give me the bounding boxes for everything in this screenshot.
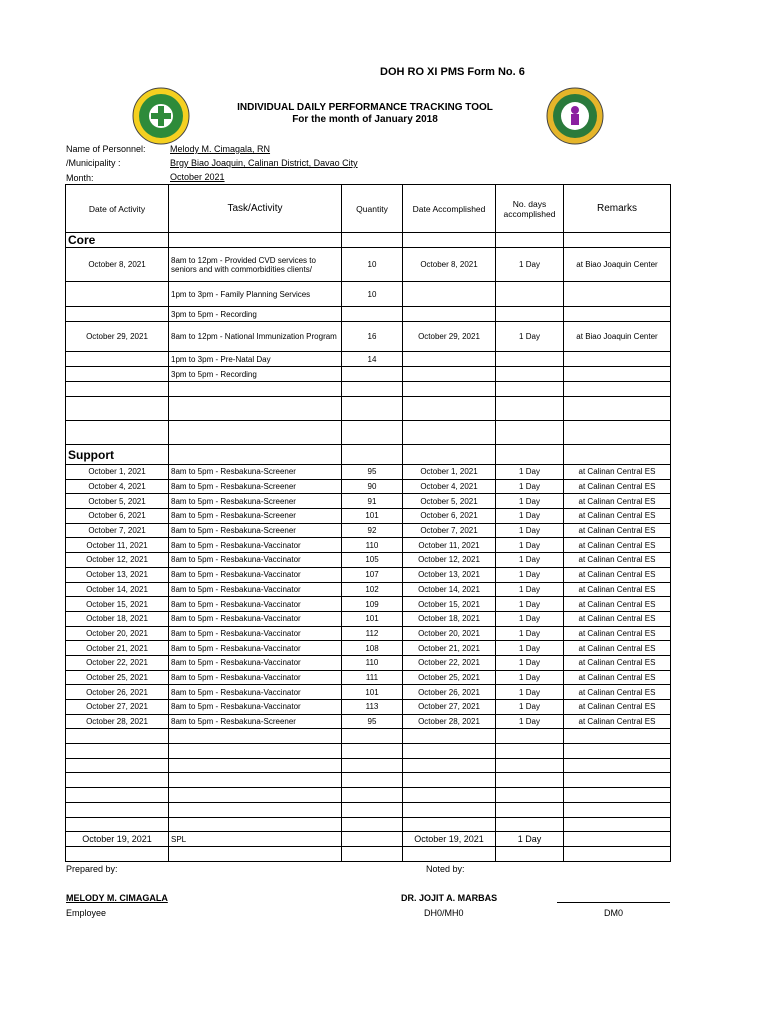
cell-accomplished: October 25, 2021 bbox=[403, 670, 496, 685]
empty-row bbox=[66, 788, 671, 803]
cell-accomplished: October 14, 2021 bbox=[403, 582, 496, 597]
cell-qty: 110 bbox=[342, 655, 403, 670]
cell-task: 8am to 5pm - Resbakuna-Vaccinator bbox=[169, 611, 342, 626]
municipality-value: Brgy Biao Joaquin, Calinan District, Davao City bbox=[170, 158, 358, 168]
table-row bbox=[66, 567, 671, 582]
table-row bbox=[66, 626, 671, 641]
cell-days: 1 Day bbox=[496, 597, 564, 612]
empty-row bbox=[66, 847, 671, 862]
cell-remarks: at Calinan Central ES bbox=[564, 538, 671, 553]
table-row bbox=[66, 655, 671, 670]
table-row bbox=[66, 553, 671, 568]
cell-date: October 22, 2021 bbox=[66, 655, 169, 670]
cell-accomplished: October 8, 2021 bbox=[403, 248, 496, 282]
cell-qty: 105 bbox=[342, 553, 403, 568]
cell-remarks: at Calinan Central ES bbox=[564, 582, 671, 597]
cell-task: 8am to 5pm - Resbakuna-Screener bbox=[169, 509, 342, 524]
cell-task: 3pm to 5pm - Recording bbox=[169, 307, 342, 322]
dmo-signature-line bbox=[557, 902, 670, 903]
cell-date: October 20, 2021 bbox=[66, 626, 169, 641]
col-days-accomplished: No. days accomplished bbox=[496, 185, 564, 233]
form-subtitle: For the month of January 2018 bbox=[292, 114, 438, 125]
cell-date: October 28, 2021 bbox=[66, 714, 169, 729]
cell-days: 1 Day bbox=[496, 465, 564, 480]
municipality-label: /Municipality : bbox=[66, 158, 121, 168]
cell-task: 8am to 5pm - Resbakuna-Vaccinator bbox=[169, 626, 342, 641]
support-section-row bbox=[66, 445, 671, 465]
cell-accomplished: October 5, 2021 bbox=[403, 494, 496, 509]
table-row bbox=[66, 538, 671, 553]
cell-accomplished: October 18, 2021 bbox=[403, 611, 496, 626]
personnel-value: Melody M. Cimagala, RN bbox=[170, 144, 271, 154]
cell-remarks: at Calinan Central ES bbox=[564, 641, 671, 656]
cell-task: 8am to 5pm - Resbakuna-Vaccinator bbox=[169, 670, 342, 685]
cell-date: October 7, 2021 bbox=[66, 523, 169, 538]
cell-task: 8am to 5pm - Resbakuna-Screener bbox=[169, 465, 342, 480]
cell-remarks: at Calinan Central ES bbox=[564, 465, 671, 480]
cell-accomplished bbox=[403, 307, 496, 322]
support-section-label: Support bbox=[66, 445, 169, 465]
cell-task: 8am to 5pm - Resbakuna-Screener bbox=[169, 714, 342, 729]
cell-accomplished: October 29, 2021 bbox=[403, 322, 496, 352]
table-row bbox=[66, 479, 671, 494]
cell-date: October 29, 2021 bbox=[66, 322, 169, 352]
cell-accomplished: October 13, 2021 bbox=[403, 567, 496, 582]
cell-days: 1 Day bbox=[496, 553, 564, 568]
employee-role: Employee bbox=[66, 908, 107, 918]
empty-row bbox=[66, 421, 671, 445]
spl-row bbox=[66, 832, 671, 847]
cell-task: 8am to 12pm - National Immunization Program bbox=[169, 322, 342, 352]
cell-date: October 11, 2021 bbox=[66, 538, 169, 553]
cell-date bbox=[66, 367, 169, 382]
table-row bbox=[66, 714, 671, 729]
empty-row bbox=[66, 744, 671, 759]
cell-task: 8am to 5pm - Resbakuna-Vaccinator bbox=[169, 700, 342, 715]
cell-qty: 10 bbox=[342, 248, 403, 282]
cell-qty: 112 bbox=[342, 626, 403, 641]
cell-remarks bbox=[564, 367, 671, 382]
prepared-by-label: Prepared by: bbox=[66, 864, 118, 874]
cell-date: October 4, 2021 bbox=[66, 479, 169, 494]
support-tail-rows bbox=[66, 729, 671, 862]
noter-name: DR. JOJIT A. MARBAS bbox=[401, 893, 498, 903]
cell-accomplished bbox=[403, 282, 496, 307]
cell-task: SPL bbox=[169, 832, 342, 847]
cell-remarks: at Calinan Central ES bbox=[564, 611, 671, 626]
table-row bbox=[66, 670, 671, 685]
cell-date: October 27, 2021 bbox=[66, 700, 169, 715]
cell-remarks: at Calinan Central ES bbox=[564, 626, 671, 641]
cell-date bbox=[66, 282, 169, 307]
table-row bbox=[66, 465, 671, 480]
table-row bbox=[66, 352, 671, 367]
cell-task: 8am to 5pm - Resbakuna-Vaccinator bbox=[169, 567, 342, 582]
cell-task: 8am to 5pm - Resbakuna-Screener bbox=[169, 523, 342, 538]
cell-task: 8am to 5pm - Resbakuna-Vaccinator bbox=[169, 538, 342, 553]
cell-qty: 109 bbox=[342, 597, 403, 612]
cell-remarks: at Calinan Central ES bbox=[564, 509, 671, 524]
cell-remarks: at Biao Joaquin Center bbox=[564, 322, 671, 352]
cell-qty bbox=[342, 832, 403, 847]
col-remarks: Remarks bbox=[564, 185, 671, 233]
cell-qty: 95 bbox=[342, 714, 403, 729]
empty-row bbox=[66, 773, 671, 788]
cell-remarks: at Calinan Central ES bbox=[564, 494, 671, 509]
cell-accomplished: October 15, 2021 bbox=[403, 597, 496, 612]
cell-date: October 14, 2021 bbox=[66, 582, 169, 597]
cell-remarks bbox=[564, 307, 671, 322]
personnel-label: Name of Personnel: bbox=[66, 144, 146, 154]
cell-qty: 10 bbox=[342, 282, 403, 307]
cell-days: 1 Day bbox=[496, 832, 564, 847]
cell-accomplished: October 22, 2021 bbox=[403, 655, 496, 670]
cell-task: 8am to 5pm - Resbakuna-Vaccinator bbox=[169, 582, 342, 597]
cell-task: 8am to 5pm - Resbakuna-Screener bbox=[169, 494, 342, 509]
cell-qty: 95 bbox=[342, 465, 403, 480]
core-section-row bbox=[66, 233, 671, 248]
cell-days: 1 Day bbox=[496, 670, 564, 685]
cell-date: October 8, 2021 bbox=[66, 248, 169, 282]
cell-qty: 102 bbox=[342, 582, 403, 597]
cell-date: October 21, 2021 bbox=[66, 641, 169, 656]
cell-days: 1 Day bbox=[496, 582, 564, 597]
month-label: Month: bbox=[66, 173, 94, 183]
cell-qty: 91 bbox=[342, 494, 403, 509]
cell-days: 1 Day bbox=[496, 655, 564, 670]
cell-task: 1pm to 3pm - Family Planning Services bbox=[169, 282, 342, 307]
cell-qty: 101 bbox=[342, 611, 403, 626]
empty-row bbox=[66, 382, 671, 397]
empty-row bbox=[66, 729, 671, 744]
cell-remarks: at Calinan Central ES bbox=[564, 655, 671, 670]
cell-date: October 5, 2021 bbox=[66, 494, 169, 509]
table-row bbox=[66, 494, 671, 509]
cell-date: October 1, 2021 bbox=[66, 465, 169, 480]
table-row bbox=[66, 282, 671, 307]
cell-date: October 12, 2021 bbox=[66, 553, 169, 568]
cell-accomplished: October 6, 2021 bbox=[403, 509, 496, 524]
cell-accomplished: October 20, 2021 bbox=[403, 626, 496, 641]
noter-role: DH0/MH0 bbox=[424, 908, 464, 918]
dmo-role: DM0 bbox=[604, 908, 624, 918]
table-row bbox=[66, 509, 671, 524]
cell-accomplished: October 27, 2021 bbox=[403, 700, 496, 715]
cell-remarks: at Calinan Central ES bbox=[564, 700, 671, 715]
cell-days: 1 Day bbox=[496, 641, 564, 656]
cell-remarks: at Calinan Central ES bbox=[564, 523, 671, 538]
cell-task: 1pm to 3pm - Pre-Natal Day bbox=[169, 352, 342, 367]
cell-days: 1 Day bbox=[496, 567, 564, 582]
empty-row bbox=[66, 758, 671, 773]
cell-days: 1 Day bbox=[496, 538, 564, 553]
cell-accomplished: October 11, 2021 bbox=[403, 538, 496, 553]
cell-qty bbox=[342, 307, 403, 322]
table-row bbox=[66, 700, 671, 715]
cell-qty: 101 bbox=[342, 509, 403, 524]
cell-qty: 16 bbox=[342, 322, 403, 352]
col-task-activity: Task/Activity bbox=[169, 185, 342, 233]
cell-days: 1 Day bbox=[496, 700, 564, 715]
cell-task: 8am to 12pm - Provided CVD services to seniors and with commorbidities clients/ bbox=[169, 248, 342, 282]
cell-task: 8am to 5pm - Resbakuna-Vaccinator bbox=[169, 597, 342, 612]
cell-accomplished: October 4, 2021 bbox=[403, 479, 496, 494]
cell-task: 8am to 5pm - Resbakuna-Vaccinator bbox=[169, 641, 342, 656]
cell-date bbox=[66, 307, 169, 322]
cell-qty: 111 bbox=[342, 670, 403, 685]
empty-row bbox=[66, 817, 671, 832]
cell-task: 8am to 5pm - Resbakuna-Vaccinator bbox=[169, 553, 342, 568]
cell-date: October 6, 2021 bbox=[66, 509, 169, 524]
cell-qty: 92 bbox=[342, 523, 403, 538]
cell-qty: 108 bbox=[342, 641, 403, 656]
cell-accomplished: October 19, 2021 bbox=[403, 832, 496, 847]
cell-remarks bbox=[564, 832, 671, 847]
table-row bbox=[66, 248, 671, 282]
employee-name: MELODY M. CIMAGALA bbox=[66, 893, 168, 903]
cell-days: 1 Day bbox=[496, 494, 564, 509]
cell-remarks: at Calinan Central ES bbox=[564, 685, 671, 700]
cell-accomplished bbox=[403, 352, 496, 367]
table-row bbox=[66, 322, 671, 352]
table-row bbox=[66, 611, 671, 626]
cell-date: October 26, 2021 bbox=[66, 685, 169, 700]
cell-task: 8am to 5pm - Resbakuna-Vaccinator bbox=[169, 655, 342, 670]
cell-remarks: at Calinan Central ES bbox=[564, 553, 671, 568]
support-rows bbox=[66, 465, 671, 729]
cell-qty: 110 bbox=[342, 538, 403, 553]
noted-by-label: Noted by: bbox=[426, 864, 465, 874]
cell-remarks: at Calinan Central ES bbox=[564, 670, 671, 685]
cell-remarks: at Calinan Central ES bbox=[564, 479, 671, 494]
cell-accomplished: October 21, 2021 bbox=[403, 641, 496, 656]
cell-days: 1 Day bbox=[496, 685, 564, 700]
cell-remarks: at Calinan Central ES bbox=[564, 714, 671, 729]
cell-qty: 101 bbox=[342, 685, 403, 700]
table-row bbox=[66, 367, 671, 382]
cell-date bbox=[66, 352, 169, 367]
col-date-accomplished: Date Accomplished bbox=[403, 185, 496, 233]
cell-days: 1 Day bbox=[496, 523, 564, 538]
cell-accomplished: October 1, 2021 bbox=[403, 465, 496, 480]
core-section-label: Core bbox=[66, 233, 169, 248]
cell-days bbox=[496, 367, 564, 382]
empty-row bbox=[66, 802, 671, 817]
cell-date: October 19, 2021 bbox=[66, 832, 169, 847]
cell-days: 1 Day bbox=[496, 248, 564, 282]
table-row bbox=[66, 685, 671, 700]
tracking-table bbox=[65, 184, 671, 862]
form-title: INDIVIDUAL DAILY PERFORMANCE TRACKING TOOL bbox=[237, 102, 493, 113]
cell-days: 1 Day bbox=[496, 322, 564, 352]
cell-accomplished bbox=[403, 367, 496, 382]
cell-qty: 113 bbox=[342, 700, 403, 715]
cell-qty: 90 bbox=[342, 479, 403, 494]
cell-task: 3pm to 5pm - Recording bbox=[169, 367, 342, 382]
cell-days bbox=[496, 352, 564, 367]
cell-date: October 13, 2021 bbox=[66, 567, 169, 582]
cell-task: 8am to 5pm - Resbakuna-Screener bbox=[169, 479, 342, 494]
cell-remarks: at Calinan Central ES bbox=[564, 597, 671, 612]
table-row bbox=[66, 307, 671, 322]
cell-remarks: at Biao Joaquin Center bbox=[564, 248, 671, 282]
empty-row bbox=[66, 397, 671, 421]
cell-task: 8am to 5pm - Resbakuna-Vaccinator bbox=[169, 685, 342, 700]
table-header-row bbox=[66, 185, 671, 233]
cell-remarks: at Calinan Central ES bbox=[564, 567, 671, 582]
table-row bbox=[66, 582, 671, 597]
cell-accomplished: October 28, 2021 bbox=[403, 714, 496, 729]
table-row bbox=[66, 641, 671, 656]
cell-days bbox=[496, 282, 564, 307]
table-row bbox=[66, 597, 671, 612]
cell-accomplished: October 26, 2021 bbox=[403, 685, 496, 700]
cell-qty: 14 bbox=[342, 352, 403, 367]
cell-date: October 15, 2021 bbox=[66, 597, 169, 612]
cell-days: 1 Day bbox=[496, 611, 564, 626]
col-quantity: Quantity bbox=[342, 185, 403, 233]
cell-days: 1 Day bbox=[496, 626, 564, 641]
cell-days bbox=[496, 307, 564, 322]
cell-date: October 25, 2021 bbox=[66, 670, 169, 685]
cell-accomplished: October 7, 2021 bbox=[403, 523, 496, 538]
month-value: October 2021 bbox=[170, 172, 225, 182]
cell-days: 1 Day bbox=[496, 509, 564, 524]
table-row bbox=[66, 523, 671, 538]
cell-qty bbox=[342, 367, 403, 382]
col-date-of-activity: Date of Activity bbox=[66, 185, 169, 233]
cell-qty: 107 bbox=[342, 567, 403, 582]
cell-date: October 18, 2021 bbox=[66, 611, 169, 626]
cell-days: 1 Day bbox=[496, 714, 564, 729]
form-number: DOH RO XI PMS Form No. 6 bbox=[380, 66, 525, 78]
cell-days: 1 Day bbox=[496, 479, 564, 494]
cell-remarks bbox=[564, 282, 671, 307]
cell-remarks bbox=[564, 352, 671, 367]
cell-accomplished: October 12, 2021 bbox=[403, 553, 496, 568]
